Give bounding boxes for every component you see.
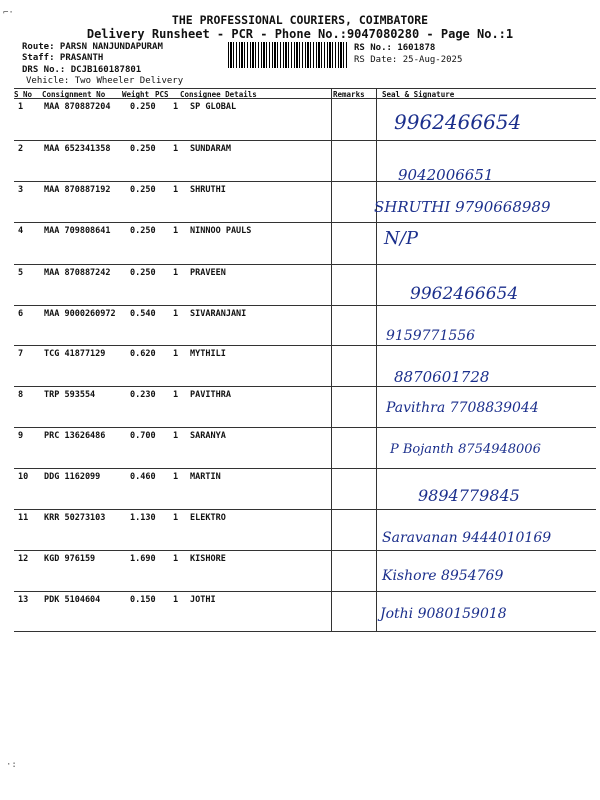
corner-mark: ·: bbox=[6, 760, 17, 770]
row-consignee: SP GLOBAL bbox=[190, 102, 237, 112]
route-text: Route: PARSN NANJUNDAPURAM bbox=[22, 42, 163, 52]
row-signature: 9962466654 bbox=[394, 110, 522, 134]
row-sno: 13 bbox=[18, 595, 29, 605]
row-pcs: 1 bbox=[173, 554, 179, 564]
row-consignee: PAVITHRA bbox=[190, 390, 231, 400]
row-consignment: PDK 5104604 bbox=[44, 595, 101, 605]
row-signature: 9894779845 bbox=[418, 486, 520, 505]
row-pcs: 1 bbox=[173, 309, 179, 319]
col-header-seal: Seal & Signature bbox=[382, 90, 455, 99]
row-consignee: MARTIN bbox=[190, 472, 221, 482]
row-consignee: KISHORE bbox=[190, 554, 226, 564]
vehicle-text: Vehicle: Two Wheeler Delivery bbox=[26, 76, 184, 86]
row-sno: 2 bbox=[18, 144, 24, 154]
rs-date: RS Date: 25-Aug-2025 bbox=[354, 55, 463, 65]
row-sno: 12 bbox=[18, 554, 29, 564]
col-header-consignment: Consignment No bbox=[42, 90, 106, 99]
row-weight: 1.130 bbox=[130, 513, 156, 523]
row-sno: 7 bbox=[18, 349, 24, 359]
row-sno: 3 bbox=[18, 185, 24, 195]
row-consignment: MAA 9000260972 bbox=[44, 309, 116, 319]
row-consignee: JOTHI bbox=[190, 595, 216, 605]
row-consignee: SUNDARAM bbox=[190, 144, 231, 154]
row-consignment: PRC 13626486 bbox=[44, 431, 106, 441]
rs-number: RS No.: 1601878 bbox=[354, 43, 436, 53]
row-weight: 0.150 bbox=[130, 595, 156, 605]
row-sno: 4 bbox=[18, 226, 24, 236]
row-pcs: 1 bbox=[173, 185, 179, 195]
row-consignment: TCG 41877129 bbox=[44, 349, 106, 359]
row-pcs: 1 bbox=[173, 349, 179, 359]
row-sno: 11 bbox=[18, 513, 29, 523]
row-weight: 0.700 bbox=[130, 431, 156, 441]
row-consignee: SARANYA bbox=[190, 431, 226, 441]
row-sno: 9 bbox=[18, 431, 24, 441]
drs-number: DRS No.: DCJB160187801 bbox=[22, 65, 142, 75]
runsheet-subtitle: Delivery Runsheet - PCR - Phone No.:9047080280 - Page No.:1 bbox=[86, 27, 514, 41]
row-signature: Kishore 8954769 bbox=[382, 568, 504, 584]
row-weight: 1.690 bbox=[130, 554, 156, 564]
row-consignment: MAA 709808641 bbox=[44, 226, 111, 236]
row-pcs: 1 bbox=[173, 226, 179, 236]
row-consignment: TRP 593554 bbox=[44, 390, 96, 400]
row-signature: 9962466654 bbox=[410, 284, 519, 304]
row-consignee: SHRUTHI bbox=[190, 185, 226, 195]
row-consignee: MYTHILI bbox=[190, 349, 226, 359]
row-consignee: SIVARANJANI bbox=[190, 309, 247, 319]
row-weight: 0.620 bbox=[130, 349, 156, 359]
row-pcs: 1 bbox=[173, 513, 179, 523]
row-pcs: 1 bbox=[173, 268, 179, 278]
row-pcs: 1 bbox=[173, 595, 179, 605]
row-sno: 5 bbox=[18, 268, 24, 278]
row-pcs: 1 bbox=[173, 472, 179, 482]
row-pcs: 1 bbox=[173, 390, 179, 400]
row-signature: P Bojanth 8754948006 bbox=[390, 442, 541, 457]
row-weight: 0.250 bbox=[130, 226, 156, 236]
col-header-consignee: Consignee Details bbox=[180, 90, 257, 99]
row-weight: 0.540 bbox=[130, 309, 156, 319]
row-consignment: KGD 976159 bbox=[44, 554, 96, 564]
corner-mark: ⌐· bbox=[3, 8, 14, 18]
row-weight: 0.230 bbox=[130, 390, 156, 400]
barcode bbox=[228, 42, 348, 68]
row-consignment: MAA 870887204 bbox=[44, 102, 111, 112]
row-weight: 0.460 bbox=[130, 472, 156, 482]
row-signature: Jothi 9080159018 bbox=[380, 606, 507, 622]
row-consignment: DDG 1162099 bbox=[44, 472, 101, 482]
row-signature: N/P bbox=[384, 228, 418, 249]
runsheet-table bbox=[14, 88, 596, 632]
row-signature: Pavithra 7708839044 bbox=[386, 400, 539, 416]
row-pcs: 1 bbox=[173, 144, 179, 154]
row-signature: 9042006651 bbox=[398, 166, 494, 184]
row-consignment: MAA 870887242 bbox=[44, 268, 111, 278]
row-signature: Saravanan 9444010169 bbox=[382, 530, 552, 546]
col-header-weight: Weight bbox=[122, 90, 150, 99]
row-sno: 10 bbox=[18, 472, 29, 482]
row-sno: 1 bbox=[18, 102, 24, 112]
row-signature: 9159771556 bbox=[386, 328, 476, 344]
col-header-pcs: PCS bbox=[155, 90, 169, 99]
row-signature: SHRUTHI 9790668989 bbox=[374, 198, 551, 216]
col-header-remarks: Remarks bbox=[333, 90, 365, 99]
row-signature: 8870601728 bbox=[394, 368, 490, 386]
row-consignment: KRR 50273103 bbox=[44, 513, 106, 523]
row-consignee: PRAVEEN bbox=[190, 268, 226, 278]
row-consignment: MAA 870887192 bbox=[44, 185, 111, 195]
row-weight: 0.250 bbox=[130, 102, 156, 112]
row-weight: 0.250 bbox=[130, 185, 156, 195]
row-pcs: 1 bbox=[173, 102, 179, 112]
col-header-sno: S No bbox=[14, 90, 33, 99]
row-consignment: MAA 652341358 bbox=[44, 144, 111, 154]
row-weight: 0.250 bbox=[130, 268, 156, 278]
row-sno: 6 bbox=[18, 309, 24, 319]
runsheet-title: THE PROFESSIONAL COURIERS, COIMBATORE bbox=[171, 13, 429, 27]
row-consignee: NINNOO PAULS bbox=[190, 226, 252, 236]
row-pcs: 1 bbox=[173, 431, 179, 441]
row-consignee: ELEKTRO bbox=[190, 513, 226, 523]
staff-text: Staff: PRASANTH bbox=[22, 53, 104, 63]
row-sno: 8 bbox=[18, 390, 24, 400]
row-weight: 0.250 bbox=[130, 144, 156, 154]
